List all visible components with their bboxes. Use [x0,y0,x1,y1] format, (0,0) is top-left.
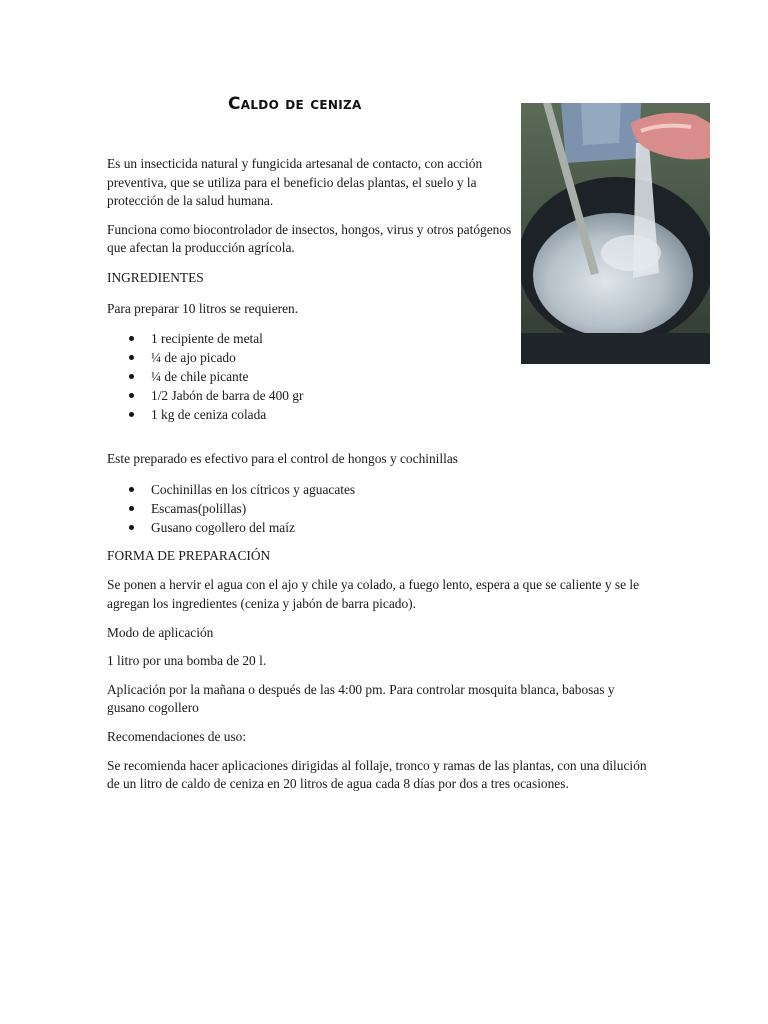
list-item [107,405,667,424]
list-item-text: 1 kg de ceniza colada [151,407,267,423]
bullet-icon [129,412,134,417]
list-item [107,518,667,537]
ingredients-heading: INGREDIENTES [107,269,204,285]
list-item-text: 1 recipiente de metal [151,331,263,347]
bullet-icon [129,374,134,379]
bullet-icon [129,355,134,360]
application-paragraph: Aplicación por la mañana o después de las 4:00 pm. Para controlar mosquita blanca, babosas y gusano cogollero [107,681,615,716]
recommendations-paragraph: Se recomienda hacer aplicaciones dirigidas al follaje, tronco y ramas de las plantas, con una dilución de un litro de caldo de ceniza en 20 litros de agua cada 8 días por dos a tres ocasiones. [107,757,647,792]
list-item [107,386,667,405]
bullet-icon [129,506,134,511]
dose-paragraph: 1 litro por una bomba de 20 l. [107,653,267,669]
list-item-text: Escamas(polillas) [151,500,247,516]
function-paragraph: Funciona como biocontrolador de insectos, hongos, virus y otros patógenos que afectan la producción agrícola. [107,221,512,256]
application-heading: Modo de aplicación [107,624,214,640]
document-body [107,155,667,794]
ingredients-intro: Para preparar 10 litros se requieren. [107,300,299,316]
list-item [107,480,667,499]
list-item [107,329,667,348]
ingredients-list [107,329,667,424]
list-item-text: Gusano cogollero del maíz [151,519,295,535]
pests-list [107,480,667,537]
preparation-paragraph: Se ponen a hervir el agua con el ajo y chile ya colado, a fuego lento, espera a que se caliente y se le agregan los ingredientes (ceniza y jabón de barra picado). [107,577,640,611]
intro-paragraph: Es un insecticida natural y fungicida artesanal de contacto, con acción preventiva, que se utiliza para el beneficio delas plantas, el suelo y la protección de la salud humana. [107,156,483,209]
bullet-icon [129,336,134,341]
preparation-heading: FORMA DE PREPARACIÓN [107,547,271,563]
list-item-text: 1/2 Jabón de barra de 400 gr [151,388,304,404]
effective-paragraph: Este preparado es efectivo para el control de hongos y cochinillas [107,451,459,467]
list-item-text: ¼ de chile picante [151,369,249,385]
list-item-text: Cochinillas en los cítricos y aguacates [151,481,356,497]
list-item [107,499,667,518]
bullet-icon [129,487,134,492]
recommendations-heading: Recomendaciones de uso: [107,728,247,744]
list-item-text: ¼ de ajo picado [151,350,236,366]
bullet-icon [129,525,134,530]
document-title: Caldo de ceniza [228,94,362,114]
bullet-icon [129,393,134,398]
list-item [107,367,667,386]
list-item [107,348,667,367]
